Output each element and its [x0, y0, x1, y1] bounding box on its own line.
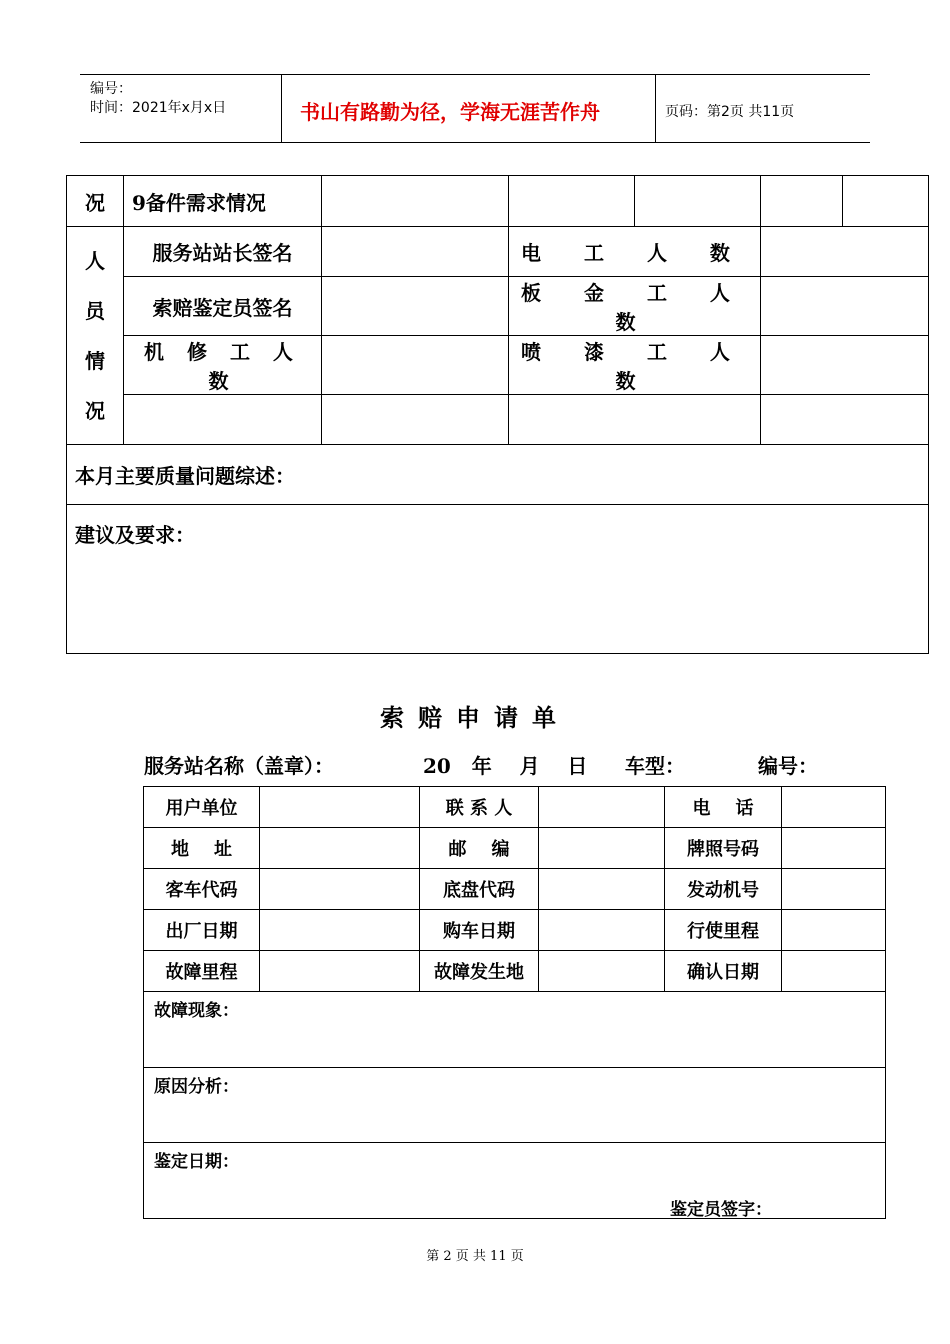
empty-cell: [322, 336, 509, 395]
parts-demand-label: 9备件需求情况: [124, 176, 322, 227]
empty-cell: [635, 176, 761, 227]
postcode-label: 邮 编: [420, 828, 539, 869]
appraisal-cell: [144, 1143, 886, 1219]
empty-cell: [539, 869, 665, 910]
chassis-code-label: 底盘代码: [420, 869, 539, 910]
car-type-label: 车型：: [625, 754, 685, 778]
sheet-metal-workers-count-label: 板 金 工 人 数: [509, 277, 761, 336]
electricians-count-label: 电 工 人 数: [509, 227, 761, 277]
claim-form-table: [143, 786, 886, 1219]
empty-cell: [260, 910, 420, 951]
empty-cell: [761, 336, 929, 395]
header-time-label: 时间：2021年x月x日: [90, 100, 227, 116]
empty-cell: [761, 395, 929, 445]
empty-cell: [761, 176, 843, 227]
header-bottom-rule: [80, 142, 870, 143]
personnel-char: 情: [85, 348, 105, 373]
confirm-date-label: 确认日期: [665, 951, 782, 992]
mechanics-count-label: 机 修 工 人 数: [124, 336, 322, 395]
header-number-label: 编号：: [90, 81, 132, 97]
page-footer: 第 2 页 共 11 页: [426, 1249, 524, 1264]
header-motto: 书山有路勤为径，学海无涯苦作舟: [300, 100, 600, 124]
user-unit-label: 用户单位: [144, 787, 260, 828]
personnel-char: 况: [85, 398, 105, 423]
mileage-label: 行使里程: [665, 910, 782, 951]
empty-cell: [761, 227, 929, 277]
empty-cell: [124, 395, 322, 445]
painters-count-label: 喷 漆 工 人 数: [509, 336, 761, 395]
claim-appraiser-signature-label: 索赔鉴定员签名: [124, 277, 322, 336]
phone-label: 电 话: [665, 787, 782, 828]
quality-summary-label: 本月主要质量问题综述：: [67, 445, 929, 505]
claim-form-title: 索赔申请单: [380, 703, 570, 732]
monthly-report-table: [66, 175, 929, 654]
appraisal-date-label: 鉴定日期：: [154, 1152, 239, 1172]
header-divider-right: [655, 74, 656, 142]
address-label: 地 址: [144, 828, 260, 869]
personnel-char: 人: [85, 248, 105, 273]
row-label-cell: 况: [67, 176, 124, 227]
empty-cell: [782, 951, 886, 992]
empty-cell: [509, 395, 761, 445]
header-divider-left: [281, 74, 282, 142]
empty-cell: [509, 176, 635, 227]
empty-cell: [761, 277, 929, 336]
factory-date-label: 出厂日期: [144, 910, 260, 951]
fault-mileage-label: 故障里程: [144, 951, 260, 992]
contact-person-label: 联 系 人: [420, 787, 539, 828]
empty-cell: [782, 828, 886, 869]
station-manager-signature-label: 服务站站长签名: [124, 227, 322, 277]
empty-cell: [260, 951, 420, 992]
header-page-info: 页码：第2页 共11页: [665, 104, 795, 120]
empty-cell: [260, 787, 420, 828]
empty-cell: [260, 828, 420, 869]
purchase-date-label: 购车日期: [420, 910, 539, 951]
header-top-rule: [80, 74, 870, 75]
empty-cell: [539, 951, 665, 992]
fault-location-label: 故障发生地: [420, 951, 539, 992]
empty-cell: [322, 176, 509, 227]
claim-number-label: 编号：: [758, 754, 818, 778]
date-label: 20 年 月 日: [423, 754, 588, 778]
empty-cell: [539, 828, 665, 869]
fault-phenomenon-label: 故障现象：: [144, 992, 886, 1068]
empty-cell: [322, 227, 509, 277]
empty-cell: [322, 277, 509, 336]
bus-code-label: 客车代码: [144, 869, 260, 910]
personnel-char: 员: [85, 298, 105, 323]
empty-cell: [539, 910, 665, 951]
empty-cell: [260, 869, 420, 910]
empty-cell: [782, 910, 886, 951]
personnel-vertical-label: [67, 227, 124, 445]
empty-cell: [782, 787, 886, 828]
plate-number-label: 牌照号码: [665, 828, 782, 869]
suggestions-label: 建议及要求：: [67, 505, 929, 654]
appraiser-signature-label: 鉴定员签字：: [670, 1200, 772, 1220]
empty-cell: [843, 176, 929, 227]
empty-cell: [322, 395, 509, 445]
engine-number-label: 发动机号: [665, 869, 782, 910]
empty-cell: [539, 787, 665, 828]
station-name-label: 服务站名称（盖章）：: [144, 754, 334, 778]
cause-analysis-label: 原因分析：: [144, 1068, 886, 1143]
empty-cell: [782, 869, 886, 910]
